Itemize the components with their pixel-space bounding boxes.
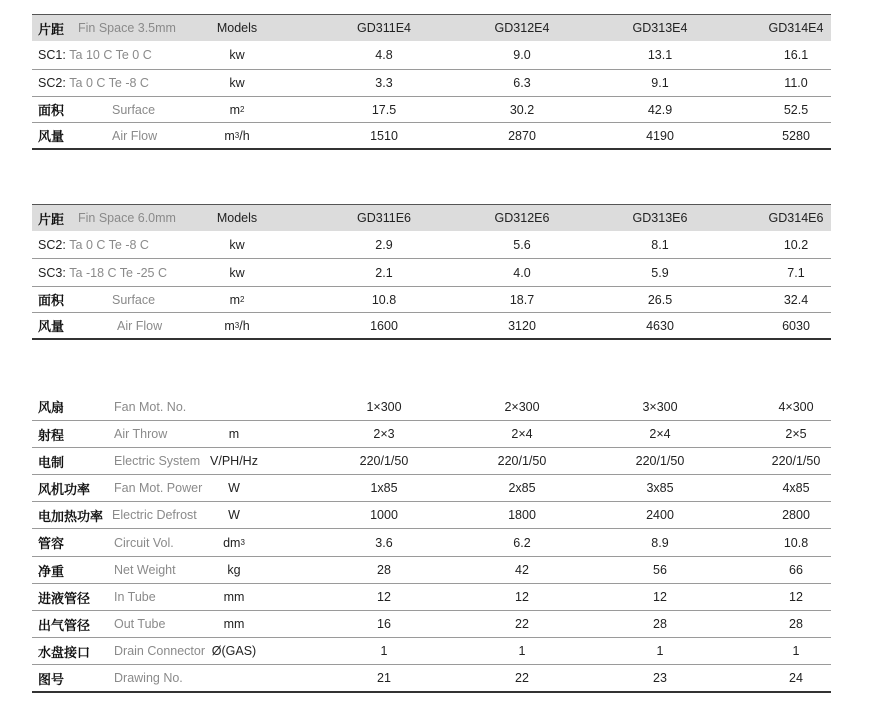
row-cn-label: 图号 <box>38 671 65 687</box>
row-cn-label: 电加热功率 <box>38 508 104 524</box>
row-cn-label: 射程 <box>38 427 65 443</box>
header-cn-label: 片距 <box>38 21 65 37</box>
row-value: 26.5 <box>647 292 673 307</box>
row-en-label: Fan Mot. Power <box>114 481 203 495</box>
row-value: 4.8 <box>375 48 393 62</box>
row-label: SC2: Ta 0 C Te -8 C <box>38 237 149 252</box>
row-en-label: Surface <box>112 292 156 307</box>
row-unit: W <box>228 508 240 522</box>
row-cn-label: 面积 <box>38 103 65 118</box>
row-value: 2×4 <box>649 427 671 441</box>
row-cn-label: 风扇 <box>38 400 65 415</box>
row-value: 2.9 <box>375 237 393 252</box>
row-en-label: Drain Connector <box>114 644 206 658</box>
row-value: 2400 <box>646 508 674 522</box>
table-row <box>32 97 831 123</box>
row-label: SC3: Ta -18 C Te -25 C <box>38 265 168 280</box>
header-fin-space: Fin Space 3.5mm <box>78 21 176 35</box>
row-unit <box>204 665 264 691</box>
row-value: 23 <box>653 671 667 685</box>
model-name: GD313E6 <box>632 211 688 225</box>
row-value: 12 <box>789 590 803 604</box>
row-value: 6.2 <box>513 535 531 550</box>
row-value: 30.2 <box>509 102 535 117</box>
row-cn-label: 风量 <box>38 129 65 144</box>
row-unit: kw <box>229 76 245 90</box>
row-value: 4630 <box>646 318 674 333</box>
row-cn-label: 风量 <box>38 319 65 334</box>
row-value: 5.6 <box>513 237 531 252</box>
row-unit: W <box>228 481 240 495</box>
row-value: 13.1 <box>647 48 673 62</box>
row-cn-label: 进液管径 <box>38 590 91 606</box>
row-value: 4×300 <box>778 399 814 414</box>
row-value: 1000 <box>370 508 398 522</box>
row-value: 2×3 <box>373 427 395 441</box>
model-name: GD314E6 <box>768 211 824 225</box>
table-row <box>32 448 831 475</box>
row-unit: m 2 <box>229 292 245 307</box>
row-value: 32.4 <box>783 292 809 307</box>
row-unit: m 3 /h <box>224 318 250 333</box>
row-value: 5280 <box>782 128 810 143</box>
row-en-label: Air Throw <box>114 427 168 441</box>
row-value: 220/1/50 <box>497 454 547 468</box>
table-row <box>32 123 831 150</box>
row-en-label: Air Flow <box>117 318 163 333</box>
row-en-label: Surface <box>112 102 156 117</box>
row-value: 22 <box>515 617 529 631</box>
table-row <box>32 529 831 557</box>
row-unit: kw <box>229 237 245 252</box>
table-row <box>32 287 831 313</box>
row-value: 1800 <box>508 508 536 522</box>
table-row <box>32 475 831 502</box>
row-value: 4.0 <box>513 265 531 280</box>
row-value: 1 <box>656 644 664 658</box>
model-name: GD312E6 <box>494 211 550 225</box>
row-cn-label: 出气管径 <box>38 617 91 633</box>
row-value: 2800 <box>782 508 810 522</box>
row-value: 3120 <box>508 318 536 333</box>
row-value: 4190 <box>646 128 674 143</box>
row-unit: Ø(GAS) <box>211 644 257 658</box>
table-row <box>32 259 831 287</box>
table-row <box>32 41 831 70</box>
row-value: 220/1/50 <box>771 454 821 468</box>
header-models: Models <box>216 211 258 225</box>
row-value: 2×300 <box>504 399 540 414</box>
table-header-row <box>32 204 831 231</box>
row-unit: kw <box>229 48 245 62</box>
row-unit: m <box>228 427 240 441</box>
table-header-row <box>32 14 831 41</box>
row-unit: V/PH/Hz <box>210 454 258 468</box>
table-row <box>32 584 831 611</box>
row-label: SC1: Ta 10 C Te 0 C <box>38 48 152 62</box>
row-value: 28 <box>789 617 803 631</box>
table-row <box>32 393 831 421</box>
table-row <box>32 557 831 584</box>
row-value: 1x85 <box>370 481 398 495</box>
row-en-label: Electric System <box>114 454 201 468</box>
row-value: 2×4 <box>511 427 533 441</box>
row-value: 1510 <box>370 128 398 143</box>
row-value: 28 <box>653 617 667 631</box>
row-cn-label: 管容 <box>38 536 65 551</box>
row-value: 21 <box>377 671 391 685</box>
row-value: 3.3 <box>375 76 393 90</box>
row-value: 3.6 <box>375 535 393 550</box>
table-row <box>32 70 831 97</box>
row-value: 9.1 <box>651 76 669 90</box>
row-en-label: Fan Mot. No. <box>114 399 187 414</box>
row-value: 16.1 <box>783 48 809 62</box>
row-unit: kw <box>229 265 245 280</box>
row-value: 1 <box>518 644 526 658</box>
row-unit: dm 3 <box>223 535 245 550</box>
row-value: 10.8 <box>371 292 397 307</box>
row-value: 66 <box>789 563 803 577</box>
row-en-label: Drawing No. <box>114 671 183 685</box>
header-cn-label: 片距 <box>38 211 65 227</box>
row-value: 52.5 <box>783 102 809 117</box>
row-value: 220/1/50 <box>359 454 409 468</box>
row-en-label: In Tube <box>114 590 156 604</box>
row-value: 6030 <box>782 318 810 333</box>
row-value: 24 <box>789 671 803 685</box>
row-value: 9.0 <box>513 48 531 62</box>
row-value: 6.3 <box>513 76 531 90</box>
header-fin-space: Fin Space 6.0mm <box>78 211 176 225</box>
row-value: 10.8 <box>783 535 809 550</box>
row-en-label: Circuit Vol. <box>114 535 174 550</box>
row-value: 8.1 <box>651 237 669 252</box>
model-name: GD311E4 <box>357 21 411 35</box>
row-value: 1 <box>380 644 388 658</box>
row-en-label: Air Flow <box>112 128 158 143</box>
row-value: 3x85 <box>646 481 674 495</box>
row-value: 16 <box>377 617 391 631</box>
model-name: GD312E4 <box>494 21 550 35</box>
row-unit: mm <box>223 590 245 604</box>
table-row <box>32 421 831 448</box>
row-value: 2x85 <box>508 481 536 495</box>
row-value: 12 <box>515 590 529 604</box>
row-value: 8.9 <box>651 535 669 550</box>
row-en-label: Electric Defrost <box>112 508 197 522</box>
row-unit: m 3 /h <box>224 128 250 143</box>
row-value: 11.0 <box>784 76 808 90</box>
row-value: 1×300 <box>366 399 402 414</box>
row-cn-label: 风机功率 <box>38 481 91 497</box>
row-unit: m 2 <box>229 102 245 117</box>
table-row <box>32 502 831 529</box>
row-value: 22 <box>515 671 529 685</box>
table-row <box>32 638 831 665</box>
row-en-label: Net Weight <box>114 563 176 577</box>
row-value: 18.7 <box>509 292 535 307</box>
row-value: 1 <box>792 644 800 658</box>
row-value: 2870 <box>508 128 536 143</box>
row-value: 28 <box>377 563 391 577</box>
row-unit: mm <box>223 617 245 631</box>
row-value: 2×5 <box>785 427 807 441</box>
row-value: 4x85 <box>782 481 810 495</box>
row-cn-label: 水盘接口 <box>38 644 91 660</box>
row-value: 5.9 <box>651 265 669 280</box>
row-value: 12 <box>377 590 391 604</box>
table-row <box>32 313 831 340</box>
row-value: 220/1/50 <box>635 454 685 468</box>
row-unit: kg <box>227 563 241 577</box>
model-name: GD314E4 <box>768 21 824 35</box>
row-value: 3×300 <box>642 399 678 414</box>
row-value: 10.2 <box>783 237 809 252</box>
row-cn-label: 面积 <box>38 293 65 308</box>
row-value: 1600 <box>370 318 398 333</box>
row-cn-label: 电制 <box>38 454 65 470</box>
table-row <box>32 231 831 259</box>
row-cn-label: 净重 <box>38 563 65 579</box>
table-row <box>32 665 831 693</box>
row-value: 42 <box>515 563 529 577</box>
model-name: GD313E4 <box>632 21 688 35</box>
row-value: 42.9 <box>647 102 673 117</box>
table-row <box>32 611 831 638</box>
row-label: SC2: Ta 0 C Te -8 C <box>38 76 149 90</box>
header-models: Models <box>216 21 258 35</box>
row-en-label: Out Tube <box>114 617 166 631</box>
row-unit <box>204 393 264 420</box>
row-value: 56 <box>653 563 667 577</box>
row-value: 12 <box>653 590 667 604</box>
row-value: 7.1 <box>787 265 805 280</box>
model-name: GD311E6 <box>357 211 411 225</box>
row-value: 17.5 <box>371 102 397 117</box>
row-value: 2.1 <box>375 265 393 280</box>
